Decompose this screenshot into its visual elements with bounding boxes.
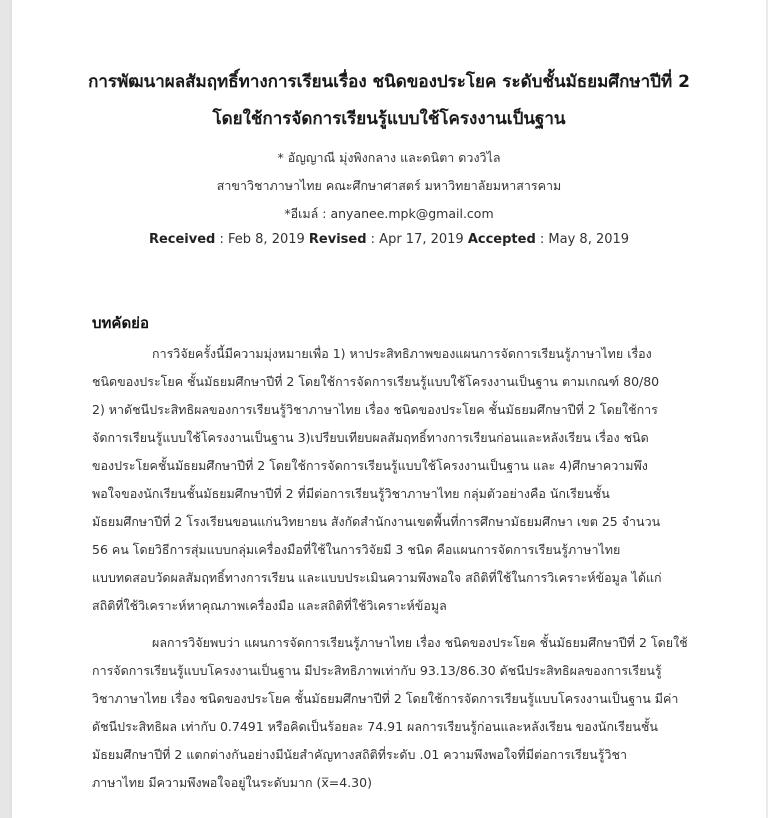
abstract-paragraph1-line: จัดการเรียนรู้แบบใช้โครงงานเป็นฐาน 3)เปรียบเทียบผลสัมฤทธิ์ทางการเรียนก่อนและหลังเรียน เรื่อง ชนิด — [92, 430, 649, 445]
received-label: Received — [148, 232, 216, 247]
abstract-paragraph2-line: วิชาภาษาไทย เรื่อง ชนิดของประโยค ชั้นมัธยมศึกษาปีที่ 2 โดยใช้การจัดการเรียนรู้แบบโครงงานเป็นฐาน มีค่า — [92, 691, 679, 706]
abstract-paragraph1-line: การวิจัยครั้งนี้มีความมุ่งหมายเพื่อ 1) หาประสิทธิภาพของแผนการจัดการเรียนรู้ภาษาไทย เรื่อง — [152, 346, 652, 361]
abstract-paragraph1-line: มัธยมศึกษาปีที่ 2 โรงเรียนขอนแก่นวิทยายน สังกัดสำนักงานเขตพื้นที่การศึกษามัธยมศึกษา เขต 25 จำนวน — [92, 514, 661, 529]
abstract-paragraph1-line: 2) หาดัชนีประสิทธิผลของการเรียนรู้วิชาภาษาไทย เรื่อง ชนิดของประโยค ชั้นมัธยมศึกษาปีที่ 2 โดยใช้การ — [92, 402, 658, 417]
paper-title-line-1: การพัฒนาผลสัมฤทธิ์ทางการเรียนเรื่อง ชนิดของประโยค ระดับชั้นมัธยมศึกษาปีที่ 2 — [88, 72, 690, 92]
abstract-paragraph2-line: มัธยมศึกษาปีที่ 2 แตกต่างกันอย่างมีนัยสำคัญทางสถิติที่ระดับ .01 ความพึงพอใจที่มีต่อการเรียนรู้วิชา — [92, 747, 627, 762]
affiliation: สาขาวิชาภาษาไทย คณะศึกษาศาสตร์ มหาวิทยาลัยมหาสารคาม — [216, 178, 562, 193]
abstract-paragraph2-line: ผลการวิจัยพบว่า แผนการจัดการเรียนรู้ภาษาไทย เรื่อง ชนิดของประโยค ชั้นมัธยมศึกษาปีที่ 2 โดยใช้ — [152, 635, 688, 650]
submission-dates — [12, 232, 766, 247]
received-date: : Feb 8, 2019 — [215, 232, 309, 247]
viewer-margin — [0, 0, 12, 818]
paper-title-line-2: โดยใช้การจัดการเรียนรู้แบบใช้โครงงานเป็นฐาน — [212, 109, 566, 129]
revised-date: : Apr 17, 2019 — [366, 232, 468, 247]
abstract-heading: บทคัดย่อ — [92, 314, 149, 332]
document-page — [12, 0, 766, 818]
accepted-label: Accepted — [467, 232, 536, 247]
abstract-paragraph2-line: ภาษาไทย มีความพึงพอใจอยู่ในระดับมาก (x̅=4.30) — [92, 775, 372, 790]
abstract-paragraph1-line: พอใจของนักเรียนชั้นมัธยมศึกษาปีที่ 2 ที่มีต่อการเรียนรู้วิชาภาษาไทย กลุ่มตัวอย่างคือ นักเรียนชั้น — [92, 486, 610, 501]
abstract-paragraph1-line: 56 คน โดยวิธีการสุ่มแบบกลุ่มเครื่องมือที่ใช้ในการวิจัยมี 3 ชนิด คือแผนการจัดการเรียนรู้ภาษาไทย — [92, 542, 621, 557]
revised-label: Revised — [308, 232, 367, 247]
accepted-date: : May 8, 2019 — [535, 232, 630, 247]
abstract-paragraph1-line: ของประโยคชั้นมัธยมศึกษาปีที่ 2 โดยใช้การจัดการเรียนรู้แบบใช้โครงงานเป็นฐาน และ 4)ศึกษาความพึง — [92, 458, 648, 473]
abstract-paragraph2-line: ดัชนีประสิทธิผล เท่ากับ 0.7491 หรือคิดเป็นร้อยละ 74.91 ผลการเรียนรู้ก่อนและหลังเรียน ของนักเรียนชั้น — [92, 719, 658, 734]
authors: * อัญญาณี มุ่งพิงกลาง และดนิตา ดวงวิไล — [277, 150, 501, 165]
abstract-paragraph1-line: สถิติที่ใช้วิเคราะห์หาคุณภาพเครื่องมือ และสถิติที่ใช้วิเคราะห์ข้อมูล — [92, 598, 447, 613]
abstract-paragraph1-line: แบบทดสอบวัดผลสัมฤทธิ์ทางการเรียน และแบบประเมินความพึงพอใจ สถิติที่ใช้ในการวิเคราะห์ข้อมูล ได้แก่ — [92, 570, 662, 585]
abstract-paragraph1-line: ชนิดของประโยค ชั้นมัธยมศึกษาปีที่ 2 โดยใช้การจัดการเรียนรู้แบบใช้โครงงานเป็นฐาน ตามเกณฑ์ 80/80 — [92, 374, 660, 389]
abstract-paragraph2-line: การจัดการเรียนรู้แบบโครงงานเป็นฐาน มีประสิทธิภาพเท่ากับ 93.13/86.30 ดัชนีประสิทธิผลของการเรียนรู้ — [92, 663, 662, 678]
author-email: *อีเมล์ : anyanee.mpk@gmail.com — [284, 206, 494, 221]
